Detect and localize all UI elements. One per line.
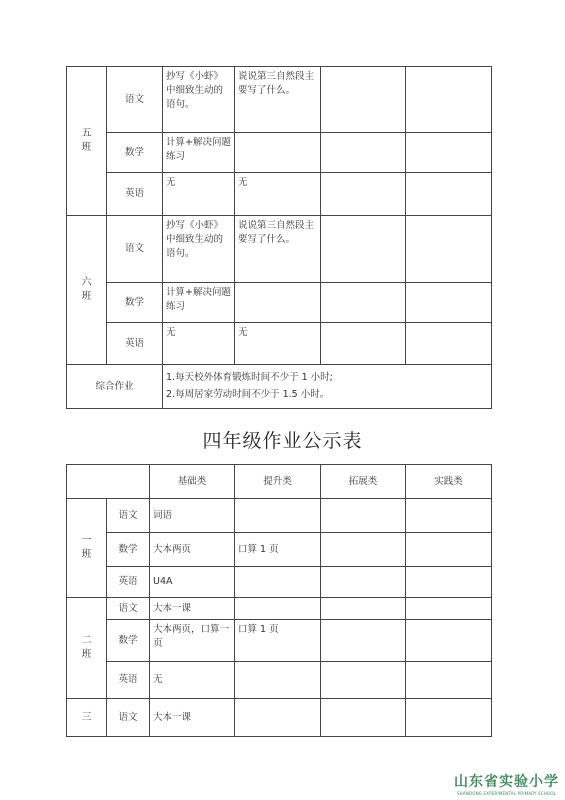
header-extended: 拓展类	[321, 465, 406, 499]
basic-cell: 大本两页，口算一页	[150, 620, 235, 662]
practice-cell	[406, 533, 492, 567]
page-title: 四年级作业公示表	[202, 430, 363, 452]
subject-chinese: 语文	[107, 499, 150, 533]
comprehensive-item: 1.每天校外体育锻炼时间不少于 1 小时;	[166, 372, 333, 383]
basic-cell: 大本一课	[150, 699, 235, 737]
practice-cell	[406, 133, 492, 173]
header-practice: 实践类	[406, 465, 492, 499]
extended-cell	[321, 598, 406, 620]
advanced-cell: 说说第三自然段主要写了什么。	[235, 216, 321, 283]
homework-table-top	[66, 66, 492, 409]
header-basic: 基础类	[150, 465, 235, 499]
basic-cell: 无	[163, 173, 235, 216]
school-name: 山东省实验小学	[454, 774, 559, 790]
practice-cell	[406, 662, 492, 699]
school-name-english: SHANDONG EXPERIMENTAL PRIMARY SCHOOL	[456, 791, 557, 796]
advanced-cell	[235, 133, 321, 173]
advanced-cell	[235, 598, 321, 620]
header-advanced: 提升类	[235, 465, 321, 499]
comprehensive-content	[163, 365, 492, 409]
subject-math: 数学	[107, 283, 163, 323]
extended-cell	[321, 699, 406, 737]
advanced-cell	[235, 283, 321, 323]
extended-cell	[321, 499, 406, 533]
header-blank	[67, 465, 150, 499]
subject-chinese: 语文	[107, 67, 163, 133]
subject-math: 数学	[107, 620, 150, 662]
class-label: 一 班	[67, 499, 107, 598]
class-label: 三	[67, 699, 107, 737]
class-label: 六 班	[67, 216, 107, 365]
basic-cell: 无	[150, 662, 235, 699]
advanced-cell	[235, 699, 321, 737]
subject-chinese: 语文	[107, 699, 150, 737]
basic-cell: U4A	[150, 567, 235, 598]
advanced-cell: 无	[235, 323, 321, 365]
basic-cell: 大本两页	[150, 533, 235, 567]
homework-table-grade4	[66, 464, 492, 737]
basic-cell: 计算+解决问题练习	[163, 133, 235, 173]
advanced-cell: 口算 1 页	[235, 533, 321, 567]
class-label: 五 班	[67, 67, 107, 216]
advanced-cell	[235, 499, 321, 533]
practice-cell	[406, 620, 492, 662]
advanced-cell	[235, 662, 321, 699]
comprehensive-item: 2.每周居家劳动时间不少于 1.5 小时。	[166, 389, 330, 400]
subject-math: 数学	[107, 133, 163, 173]
advanced-cell: 说说第三自然段主要写了什么。	[235, 67, 321, 133]
class-label: 二 班	[67, 598, 107, 699]
extended-cell	[321, 67, 406, 133]
basic-cell: 大本一课	[150, 598, 235, 620]
subject-chinese: 语文	[107, 598, 150, 620]
practice-cell	[406, 323, 492, 365]
extended-cell	[321, 323, 406, 365]
practice-cell	[406, 173, 492, 216]
practice-cell	[406, 283, 492, 323]
subject-english: 英语	[107, 567, 150, 598]
advanced-cell: 口算 1 页	[235, 620, 321, 662]
extended-cell	[321, 283, 406, 323]
practice-cell	[406, 499, 492, 533]
practice-cell	[406, 67, 492, 133]
basic-cell: 抄写《小虾》中细致生动的语句。	[163, 216, 235, 283]
extended-cell	[321, 533, 406, 567]
extended-cell	[321, 133, 406, 173]
basic-cell: 计算+解决问题练习	[163, 283, 235, 323]
extended-cell	[321, 567, 406, 598]
practice-cell	[406, 699, 492, 737]
basic-cell: 无	[163, 323, 235, 365]
basic-cell: 词语	[150, 499, 235, 533]
subject-english: 英语	[107, 662, 150, 699]
subject-math: 数学	[107, 533, 150, 567]
extended-cell	[321, 173, 406, 216]
subject-chinese: 语文	[107, 216, 163, 283]
practice-cell	[406, 567, 492, 598]
advanced-cell: 无	[235, 173, 321, 216]
extended-cell	[321, 620, 406, 662]
advanced-cell	[235, 567, 321, 598]
comprehensive-label: 综合作业	[67, 365, 163, 409]
practice-cell	[406, 216, 492, 283]
subject-english: 英语	[107, 323, 163, 365]
school-logo	[454, 771, 559, 796]
extended-cell	[321, 216, 406, 283]
basic-cell: 抄写《小虾》中细致生动的语句。	[163, 67, 235, 133]
practice-cell	[406, 598, 492, 620]
subject-english: 英语	[107, 173, 163, 216]
extended-cell	[321, 662, 406, 699]
